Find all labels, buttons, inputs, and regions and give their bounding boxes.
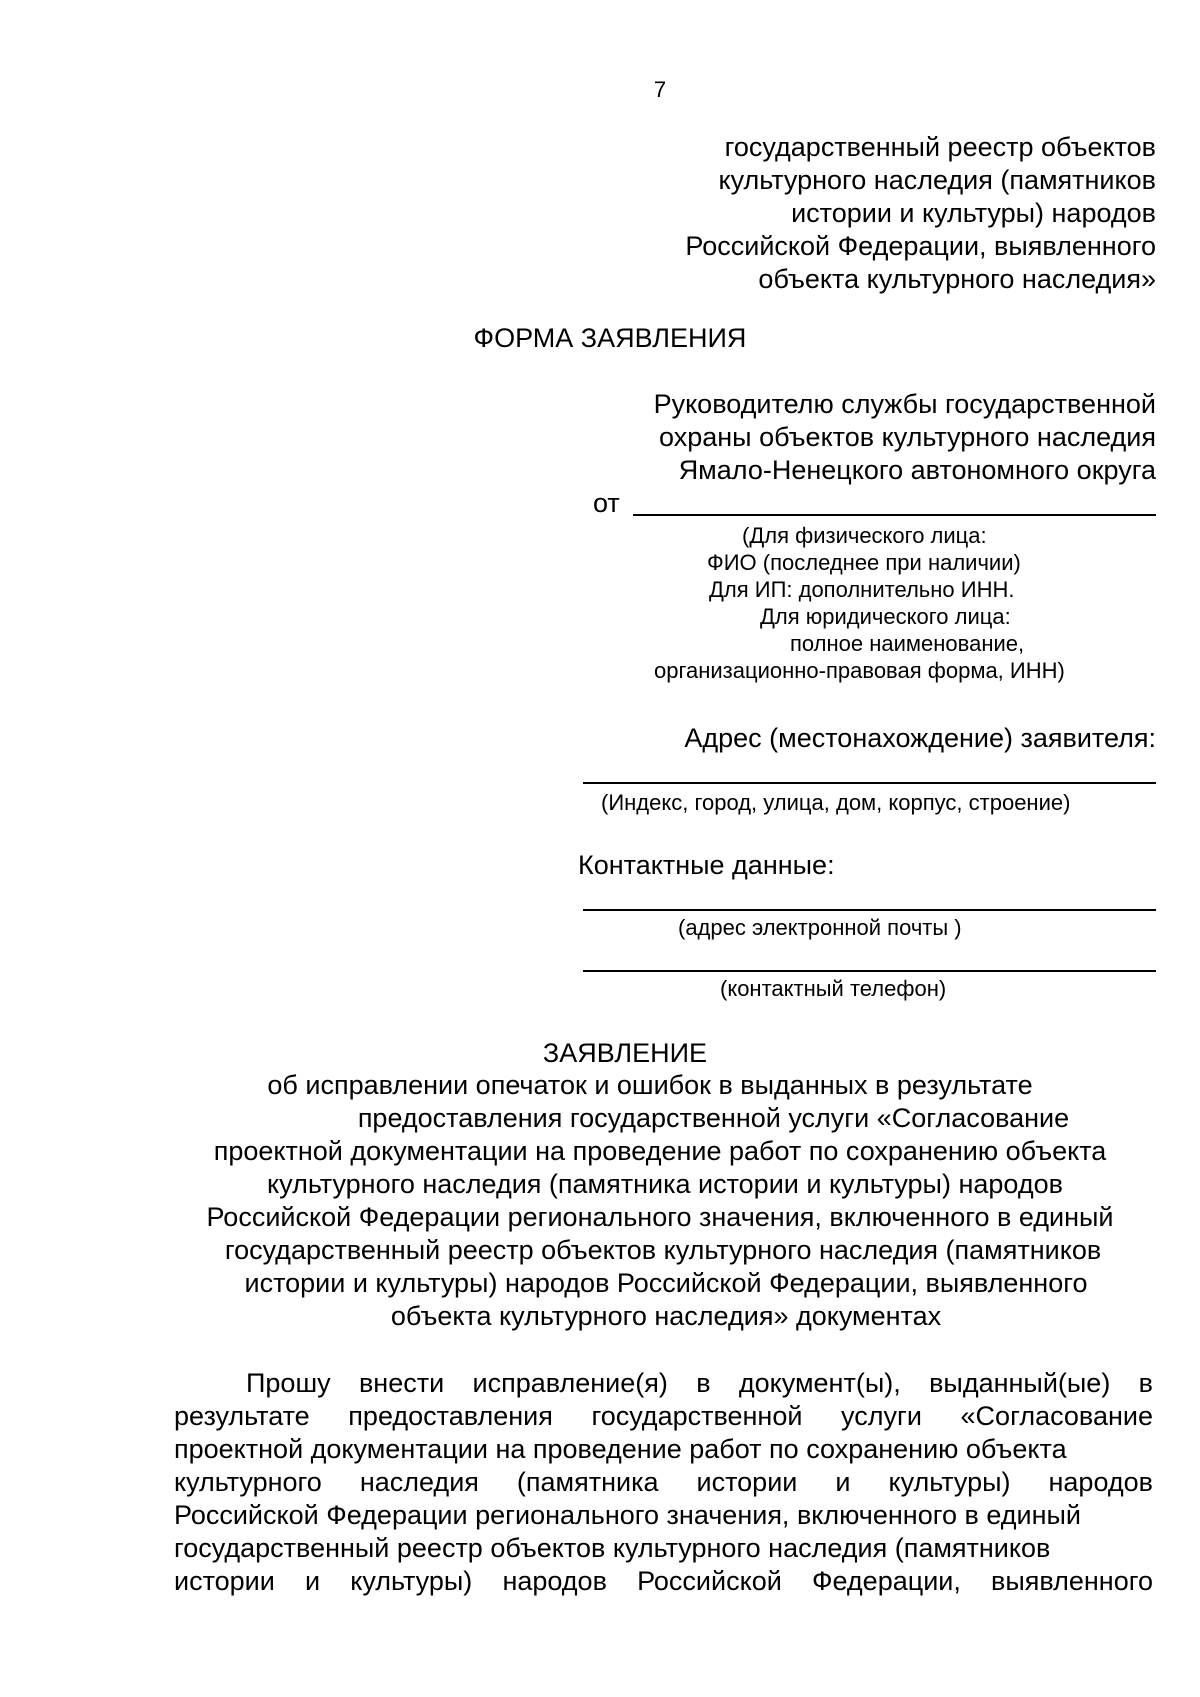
header-line: истории и культуры) народов: [791, 198, 1156, 228]
body-line: проектной документации на проведение работ по сохранению объекта: [174, 1434, 1067, 1464]
subtitle-line: культурного наследия (памятника истории и культуры) народов: [267, 1169, 1063, 1199]
body-line: Прошу внести исправление(я) в документ(ы), выданный(ые) в: [246, 1368, 1153, 1398]
hint-line: Для юридического лица:: [760, 604, 1011, 629]
hint-line: (Для физического лица:: [742, 523, 987, 548]
address-field[interactable]: [583, 782, 1156, 784]
hint-line: организационно-правовая форма, ИНН): [654, 658, 1065, 683]
header-line: Российской Федерации, выявленного: [685, 231, 1156, 261]
subtitle-line: проектной документации на проведение работ по сохранению объекта: [213, 1136, 1107, 1166]
addressee-line: Ямало-Ненецкого автономного округа: [678, 455, 1156, 485]
address-hint: (Индекс, город, улица, дом, корпус, строение): [601, 790, 1071, 815]
header-line: культурного наследия (памятников: [718, 165, 1156, 195]
subtitle-line: предоставления государственной услуги «Согласование: [357, 1103, 1070, 1133]
page-number: 7: [653, 77, 667, 102]
addressee-line: охраны объектов культурного наследия: [659, 422, 1156, 452]
hint-line: ФИО (последнее при наличии): [707, 550, 1021, 575]
body-line: культурного наследия (памятника истории и культуры) народов: [174, 1467, 1153, 1497]
body-line: государственный реестр объектов культурного наследия (памятников: [174, 1533, 1051, 1563]
from-label: от: [593, 488, 620, 518]
subtitle-line: истории и культуры) народов Российской Федерации, выявленного: [244, 1268, 1088, 1298]
body-line: Российской Федерации регионального значения, включенного в единый: [174, 1500, 1082, 1530]
email-hint: (адрес электронной почты ): [678, 915, 962, 940]
phone-hint: (контактный телефон): [720, 976, 947, 1001]
email-field[interactable]: [583, 909, 1156, 911]
form-title: ФОРМА ЗАЯВЛЕНИЯ: [473, 323, 747, 353]
statement-title: ЗАЯВЛЕНИЕ: [542, 1038, 708, 1068]
phone-field[interactable]: [583, 970, 1156, 972]
applicant-name-field[interactable]: [633, 514, 1156, 516]
hint-line: Для ИП: дополнительно ИНН.: [709, 577, 1015, 602]
hint-line: полное наименование,: [790, 631, 1025, 656]
header-line: объекта культурного наследия»: [758, 264, 1156, 294]
subtitle-line: об исправлении опечаток и ошибок в выданных в результате: [267, 1070, 1033, 1100]
header-line: государственный реестр объектов: [724, 132, 1156, 162]
subtitle-line: объекта культурного наследия» документах: [390, 1301, 942, 1331]
contacts-label: Контактные данные:: [578, 850, 835, 880]
address-label: Адрес (местонахождение) заявителя:: [684, 723, 1156, 753]
addressee-line: Руководителю службы государственной: [653, 389, 1156, 419]
body-line: результате предоставления государственной услуги «Согласование: [174, 1401, 1153, 1431]
subtitle-line: государственный реестр объектов культурного наследия (памятников: [224, 1235, 1102, 1265]
body-line: истории и культуры) народов Российской Федерации, выявленного: [174, 1566, 1153, 1596]
subtitle-line: Российской Федерации регионального значения, включенного в единый: [206, 1202, 1114, 1232]
